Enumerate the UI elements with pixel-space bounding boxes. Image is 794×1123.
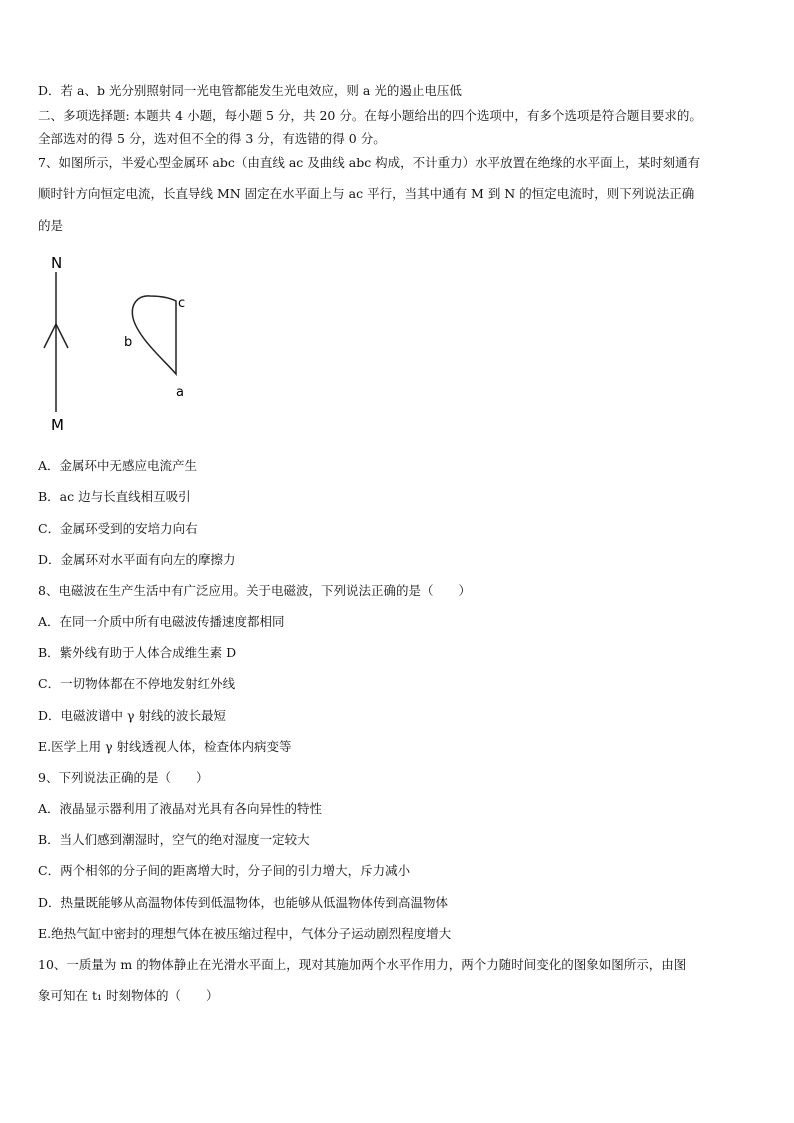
section-scoring: 全部选对的得 5 分，选对但不全的得 3 分，有选错的得 0 分。 xyxy=(38,131,386,146)
q9-option-a: A．液晶显示器利用了液晶对光具有各向异性的特性 xyxy=(38,801,323,816)
section-heading: 二、多项选择题: 本题共 4 小题，每小题 5 分，共 20 分。在每小题给出的四个选项中，有多个选项是符合题目要求的。 xyxy=(38,108,702,123)
q9-option-d: D．热量既能够从高温物体传到低温物体，也能够从低温物体传到高温物体 xyxy=(38,895,449,910)
question-10-line1: 10、一质量为 m 的物体静止在光滑水平面上，现对其施加两个水平作用力，两个力随时间变化的图象如图所示，由图 xyxy=(38,957,687,972)
option-d-q6: D．若 a、b 光分别照射同一光电管都能发生光电效应，则 a 光的遏止电压低 xyxy=(38,83,462,98)
q7-option-c: C．金属环受到的安培力向右 xyxy=(38,521,198,536)
q9-option-c: C．两个相邻的分子间的距离增大时，分子间的引力增大，斥力减小 xyxy=(38,863,411,878)
figure-wire-and-ring xyxy=(36,250,206,435)
q7-option-d: D．金属环对水平面有向左的摩擦力 xyxy=(38,552,236,567)
question-7-line2: 顺时针方向恒定电流，长直导线 MN 固定在水平面上与 ac 平行，当其中通有 M 到 N 的恒定电流时，则下列说法正确 xyxy=(38,186,695,201)
q8-option-d: D．电磁波谱中 γ 射线的波长最短 xyxy=(38,708,226,723)
q8-option-e: E.医学上用 γ 射线透视人体，检查体内病变等 xyxy=(38,739,292,754)
label-n: N xyxy=(51,254,63,272)
q8-option-b: B．紫外线有助于人体合成维生素 D xyxy=(38,645,237,660)
question-10-line2: 象可知在 t₁ 时刻物体的（ ） xyxy=(38,988,219,1003)
q9-option-b: B．当人们感到潮湿时，空气的绝对湿度一定较大 xyxy=(38,832,310,847)
question-7-line3: 的是 xyxy=(38,218,64,233)
label-b: b xyxy=(124,335,133,350)
label-a: a xyxy=(176,385,184,400)
label-c: c xyxy=(178,296,186,311)
label-m: M xyxy=(51,416,64,434)
q8-option-a: A．在同一介质中所有电磁波传播速度都相同 xyxy=(38,614,285,629)
q8-option-c: C．一切物体都在不停地发射红外线 xyxy=(38,676,236,691)
question-9: 9、下列说法正确的是（ ） xyxy=(38,770,209,785)
q7-option-a: A．金属环中无感应电流产生 xyxy=(38,458,198,473)
question-8: 8、电磁波在生产生活中有广泛应用。关于电磁波，下列说法正确的是（ ） xyxy=(38,583,471,598)
q7-option-b: B．ac 边与长直线相互吸引 xyxy=(38,489,191,504)
question-7-line1: 7、如图所示，半爱心型金属环 abc（由直线 ac 及曲线 abc 构成，不计重力）水平放置在绝缘的水平面上，某时刻通有 xyxy=(38,155,701,170)
half-heart-ring xyxy=(132,296,176,374)
q9-option-e: E.绝热气缸中密封的理想气体在被压缩过程中，气体分子运动剧烈程度增大 xyxy=(38,926,452,941)
